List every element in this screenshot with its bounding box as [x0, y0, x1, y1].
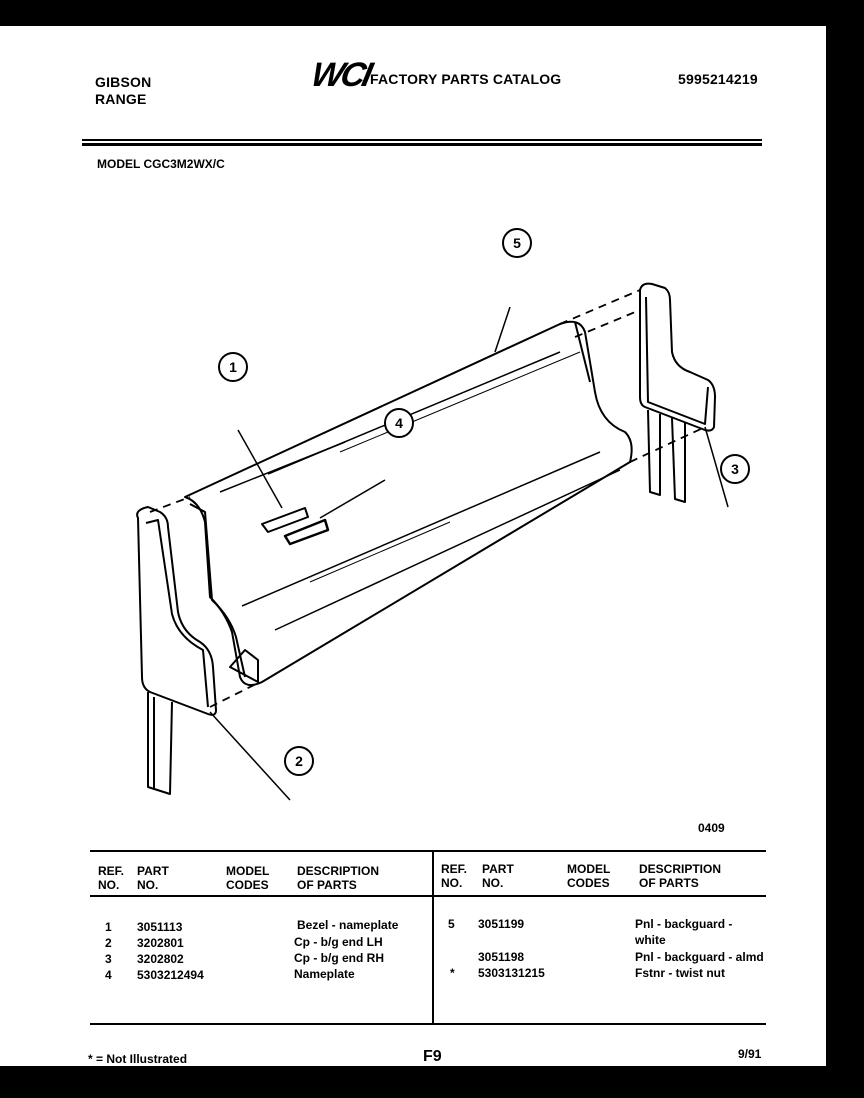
brand-name: GIBSON [95, 74, 152, 90]
backguard-panel-outline [185, 322, 632, 685]
table-rule-header [90, 895, 766, 897]
header-ref-no: REF. NO. [98, 864, 125, 892]
header-part-no-right: PART NO. [482, 862, 514, 890]
figure-code: 0409 [698, 821, 725, 835]
callout-4: 4 [384, 408, 414, 438]
callout-5: 5 [502, 228, 532, 258]
header-model-codes-right: MODEL CODES [567, 862, 611, 890]
header-ref-no-right: REF. NO. [441, 862, 468, 890]
revision-date: 9/91 [738, 1047, 762, 1061]
header-part-no: PART NO. [137, 864, 169, 892]
wci-logo: WCI [307, 56, 374, 94]
catalog-number: 5995214219 [678, 71, 758, 87]
product-type: RANGE [95, 91, 147, 107]
header-description: DESCRIPTION OF PARTS [297, 864, 380, 892]
right-end-cap [640, 284, 715, 431]
left-end-cap [137, 507, 216, 715]
not-illustrated-legend: * = Not Illustrated [88, 1052, 188, 1066]
callout-3: 3 [720, 454, 750, 484]
table-rule-bottom [90, 1023, 766, 1025]
catalog-page: GIBSON RANGE WCI FACTORY PARTS CATALOG 5995214219 MODEL CGC3M2WX/C 1 2 3 4 5 0409 REF. NO. PART NO. MODEL CODES DESCRIPTION OF PARTS REF. NO. PART NO. MODEL CODES DESCRIPTION OF PARTS 1 3051113 Bezel - nameplate 2 3202801 Cp - b/g end LH 3 3202802 Cp - b/g end RH 4 5303212494 Nameplate 5 3051199 Pnl - backguard - white 3051198 Pnl - backguard - almd * 5303131215 Fstnr - twist nut * = Not Illustrated F9 9/91 [0, 26, 826, 1066]
model-label: MODEL CGC3M2WX/C [97, 157, 225, 171]
page-code: F9 [423, 1048, 442, 1065]
table-divider [432, 850, 434, 1024]
header-description-right: DESCRIPTION OF PARTS [639, 862, 722, 890]
callout-2: 2 [284, 746, 314, 776]
catalog-title: FACTORY PARTS CATALOG [370, 71, 562, 87]
header-model-codes: MODEL CODES [226, 864, 270, 892]
table-rule-top [90, 850, 766, 852]
callout-1: 1 [218, 352, 248, 382]
